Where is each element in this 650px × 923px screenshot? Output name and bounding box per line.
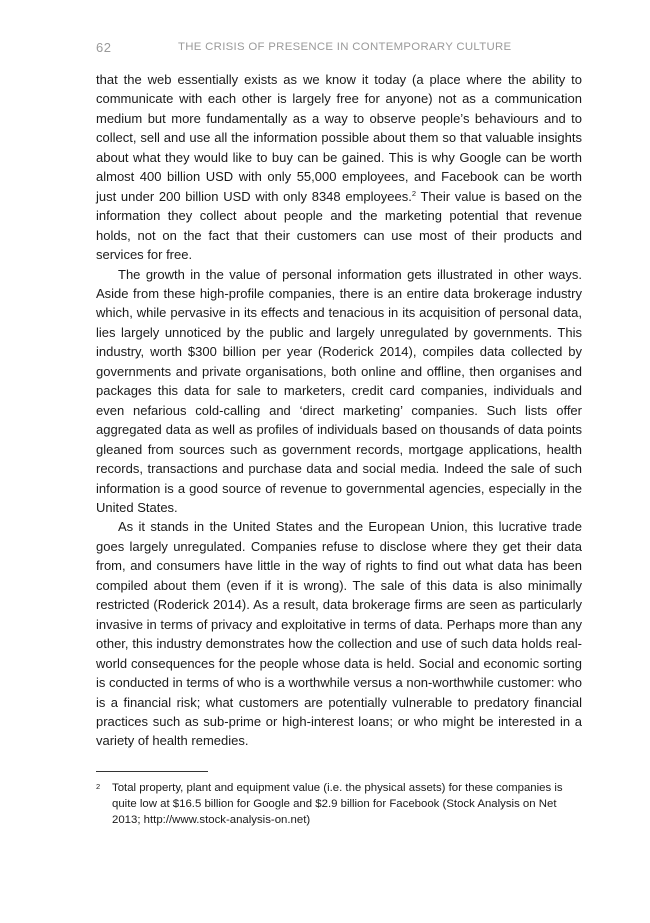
footnote-divider — [96, 771, 208, 772]
running-head: THE CRISIS OF PRESENCE IN CONTEMPORARY CULTURE — [178, 41, 512, 53]
footnote-mark: 2 — [96, 782, 101, 791]
paragraph-1-part-b: Their value is based on the information they collect about people and the marketing potential that revenue holds, not on the fact that their customers can use most of their products and services for free. — [96, 188, 582, 263]
paragraph-3: As it stands in the United States and the European Union, this lucrative trade goes largely unregulated. Companies refuse to disclose where they get their data from, and consumers have little in the way of rights to find out what data has been compiled about them (even if it is wrong). The sale of this data is also minimally restricted (Roderick 2014). As a result, data brokerage firms are seen as particularly invasive in terms of privacy and exploitative in terms of data. Perhaps more than any other, this industry demonstrates how the collection and use of such data holds real-world consequences for the people whose data is held. Social and economic sorting is conducted in terms of who is a worthwhile versus a non-worthwhile customer: who is a financial risk; what customers are potentially vulnerable to predatory financial practices such as sub-prime or high-interest loans; or who might be interested in a variety of health remedies. — [96, 519, 582, 749]
body-text — [96, 70, 582, 751]
footnote-text: Total property, plant and equipment value (i.e. the physical assets) for these companies is quite low at $16.5 billion for Google and $2.9 billion for Facebook (Stock Analysis on Net 2013; http://www.stock-analysis-on.net) — [112, 782, 563, 827]
paragraph-2: The growth in the value of personal information gets illustrated in other ways. Aside from these high-profile companies, there is an entire data brokerage industry which, while pervasive in its effects and tenacious in its acquisition of personal data, lies largely unnoticed by the public and largely unregulated by governments. This industry, worth $300 billion per year (Roderick 2014), compiles data collected by governments and private organisations, both online and offline, then organises and packages this data for sale to marketers, credit card companies, individuals and even nefarious cold-calling and ‘direct marketing’ companies. Such lists offer aggregated data as well as profiles of individuals based on thousands of data points gleaned from sources such as government records, mortgage applications, health records, transactions and purchase data and social media. Indeed the sale of such information is a good source of revenue to governmental agencies, especially in the United States. — [96, 266, 582, 515]
paragraph-1 — [96, 70, 582, 265]
paragraph-1-part-a: that the web essentially exists as we know it today (a place where the ability to communicate with each other is largely free for anyone) not as a communication medium but more fundamentally as a way to observe people’s behaviours and to collect, sell and use all the information possible about them so that valuable insights about what they would like to buy can be gained. This is why Google can be worth almost 400 billion USD with only 55,000 employees, and Facebook can be worth just under 200 billion USD with only 8348 employees. — [96, 72, 582, 204]
footnote-reference[interactable]: 2 — [411, 188, 416, 198]
page-header — [96, 40, 582, 58]
footnote — [96, 780, 582, 829]
page-number: 62 — [96, 40, 112, 55]
